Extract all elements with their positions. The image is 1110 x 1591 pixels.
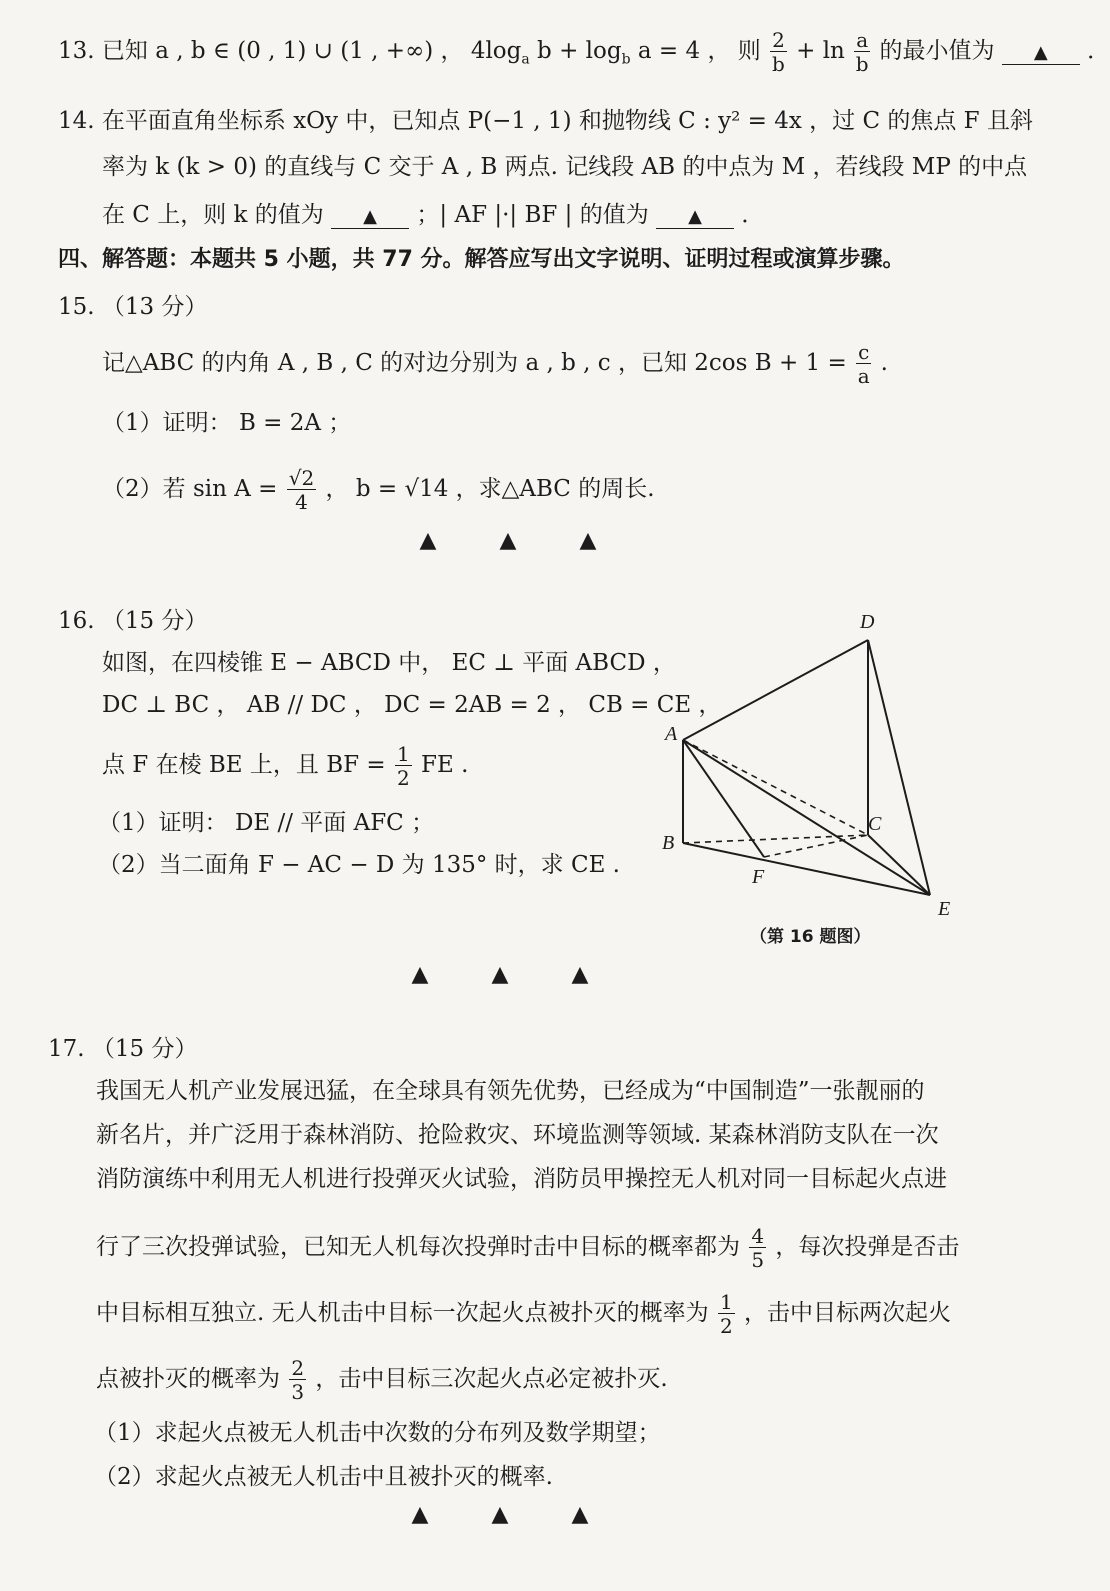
- q17-part-1: （1）求起火点被无人机击中次数的分布列及数学期望；: [94, 1420, 661, 1446]
- q15-answer-marks: [388, 528, 628, 553]
- q15-stem-end: .: [880, 350, 888, 376]
- q17-frac5-num: 1: [719, 1290, 733, 1314]
- q13-text-a: 已知 a , b ∈ (0 , 1) ∪ (1 , +∞) ， 4log: [101, 38, 522, 64]
- q13-frac1-num: 2: [772, 28, 785, 52]
- q16-line-2: DC ⊥ BC ， AB // DC ， DC = 2AB = 2 ， CB = CE ，: [102, 692, 722, 718]
- q15-part-2-text-b: ， b = √14 ，求△ABC 的周长.: [325, 476, 655, 502]
- q17-fraction-hit: [749, 1226, 766, 1270]
- q13-frac1-den: b: [772, 52, 785, 76]
- answer-mark: ▲: [491, 1502, 509, 1527]
- q15-header: 15. （13 分）: [58, 294, 208, 320]
- q17-part-2: （2）求起火点被无人机击中且被扑灭的概率.: [94, 1464, 553, 1490]
- q13-line: [58, 30, 1110, 75]
- q17-line-6a: 点被扑灭的概率为: [96, 1366, 280, 1392]
- q17-line-4a: 行了三次投弹试验，已知无人机每次投弹时击中目标的概率都为: [96, 1234, 740, 1260]
- q14-text-3b: ；| AF |·| BF | 的值为: [416, 202, 649, 228]
- q13-text-c: a = 4 ， 则: [630, 38, 769, 64]
- q17-line-4b: ，每次投弹是否击: [775, 1234, 960, 1260]
- q16-line-1: 如图，在四棱锥 E − ABCD 中， EC ⊥ 平面 ABCD ，: [102, 650, 676, 676]
- q17-line-4: [96, 1226, 959, 1270]
- q15-stem-text: 记△ABC 的内角 A , B , C 的对边分别为 a , b , c ，已知 2cos B + 1 =: [102, 350, 855, 376]
- q14-answer-blank-2[interactable]: ▲: [656, 206, 734, 229]
- q15-part-2-fraction: [287, 468, 316, 512]
- q17-line-1: 我国无人机产业发展迅猛，在全球具有领先优势，已经成为“中国制造”一张靓丽的: [96, 1078, 925, 1104]
- q16-line-3b: FE .: [421, 752, 469, 778]
- edge-AE: [683, 740, 930, 895]
- q13-fraction-1: [770, 30, 787, 74]
- q13-fraction-2: [854, 30, 870, 74]
- answer-mark: ▲: [571, 962, 589, 987]
- q15-part-1: （1）证明： B = 2A ；: [102, 410, 352, 436]
- edge-CE: [868, 835, 930, 895]
- vertex-label-C: C: [868, 813, 882, 835]
- q17-line-5: [96, 1292, 951, 1336]
- q16-header: 16. （15 分）: [58, 608, 208, 634]
- q13-end: ．: [1087, 38, 1110, 64]
- q17-line-2: 新名片，并广泛用于森林消防、抢险救灾、环境监测等领域. 某森林消防支队在一次: [96, 1122, 939, 1148]
- section-4-heading: 四、解答题：本题共 5 小题，共 77 分。解答应写出文字说明、证明过程或演算步骤。: [58, 247, 905, 272]
- edge-AD: [683, 640, 868, 740]
- q16-line-3a: 点 F 在棱 BE 上，且 BF =: [102, 752, 393, 778]
- q17-fraction-two-hits: [289, 1358, 306, 1402]
- q17-frac6-den: 3: [291, 1380, 305, 1404]
- q17-line-6b: ，击中目标三次起火点必定被扑灭.: [315, 1366, 668, 1392]
- pyramid-figure: [650, 605, 970, 955]
- q13-frac2-num: a: [856, 28, 869, 52]
- q14-line-2: 率为 k (k > 0) 的直线与 C 交于 A , B 两点. 记线段 AB 的中点为 M ，若线段 MP 的中点: [102, 154, 1028, 180]
- q17-line-6: [96, 1358, 668, 1402]
- q14-line-3: [102, 200, 764, 230]
- q17-frac6-num: 2: [291, 1356, 305, 1380]
- q16-frac-den: 2: [396, 766, 410, 790]
- q15-stem: [102, 342, 888, 386]
- q13-frac2-den: b: [855, 52, 869, 76]
- edge-DE: [868, 640, 930, 895]
- q16-part-2: （2）当二面角 F − AC − D 为 135° 时，求 CE .: [98, 852, 620, 878]
- q13-sub-a: a: [521, 51, 530, 68]
- q17-frac5-den: 2: [719, 1314, 733, 1338]
- figure-caption: （第 16 题图）: [750, 927, 871, 947]
- edge-AC-dashed: [683, 740, 868, 835]
- q17-fraction-one-hit: [718, 1292, 735, 1336]
- q13-text-e: 的最小值为: [879, 38, 995, 64]
- vertex-label-A: A: [665, 723, 678, 745]
- vertex-label-F: F: [752, 866, 765, 888]
- q16-part-1: （1）证明： DE // 平面 AFC ；: [98, 810, 435, 836]
- q13-text-d: + ln: [796, 38, 845, 64]
- answer-mark: ▲: [411, 1502, 429, 1527]
- q14-end: ．: [741, 202, 765, 228]
- answer-mark: ▲: [499, 528, 517, 553]
- q15-p2-frac-den: 4: [295, 490, 308, 514]
- q17-line-3: 消防演练中利用无人机进行投弹灭火试验，消防员甲操控无人机对同一目标起火点进: [96, 1166, 947, 1192]
- q15-part-2-text-a: （2）若 sin A =: [102, 476, 285, 502]
- answer-mark: ▲: [491, 962, 509, 987]
- vertex-label-D: D: [860, 611, 875, 633]
- q14-text-1: 在平面直角坐标系 xOy 中，已知点 P(−1 , 1) 和抛物线 C : y² = 4x ，过 C 的焦点 F 且斜: [101, 108, 1033, 134]
- q17-line-5b: ，击中目标两次起火: [743, 1300, 951, 1326]
- q15-frac-den: a: [857, 364, 870, 388]
- q17-frac4-den: 5: [751, 1248, 765, 1272]
- q15-fraction: [856, 342, 871, 386]
- answer-mark: ▲: [579, 528, 597, 553]
- q17-line-5a: 中目标相互独立. 无人机击中目标一次起火点被扑灭的概率为: [96, 1300, 709, 1326]
- q15-p2-frac-num: √2: [288, 466, 315, 490]
- vertex-label-B: B: [662, 832, 675, 854]
- q16-answer-marks: [380, 962, 620, 987]
- q15-part-2: [102, 468, 655, 512]
- q16-fraction: [395, 744, 412, 788]
- q17-answer-marks: [380, 1502, 620, 1527]
- q17-header: 17. （15 分）: [48, 1036, 198, 1062]
- answer-mark: ▲: [419, 528, 437, 553]
- q17-frac4-num: 4: [751, 1224, 765, 1248]
- q13-text-b: b + log: [529, 38, 622, 64]
- q13-sub-b: b: [621, 51, 631, 68]
- q14-text-3a: 在 C 上，则 k 的值为: [102, 202, 324, 228]
- q14-answer-blank-1[interactable]: ▲: [331, 206, 409, 229]
- q14-number: 14.: [58, 108, 95, 134]
- q13-answer-blank[interactable]: ▲: [1002, 42, 1080, 65]
- vertex-label-E: E: [938, 898, 951, 920]
- q16-frac-num: 1: [396, 742, 410, 766]
- q16-line-3: [102, 744, 468, 788]
- q13-number: 13.: [58, 38, 95, 64]
- edge-BE: [683, 843, 930, 895]
- answer-mark: ▲: [411, 962, 429, 987]
- q15-frac-num: c: [858, 340, 870, 364]
- answer-mark: ▲: [571, 1502, 589, 1527]
- q14-line-1: [58, 106, 1033, 136]
